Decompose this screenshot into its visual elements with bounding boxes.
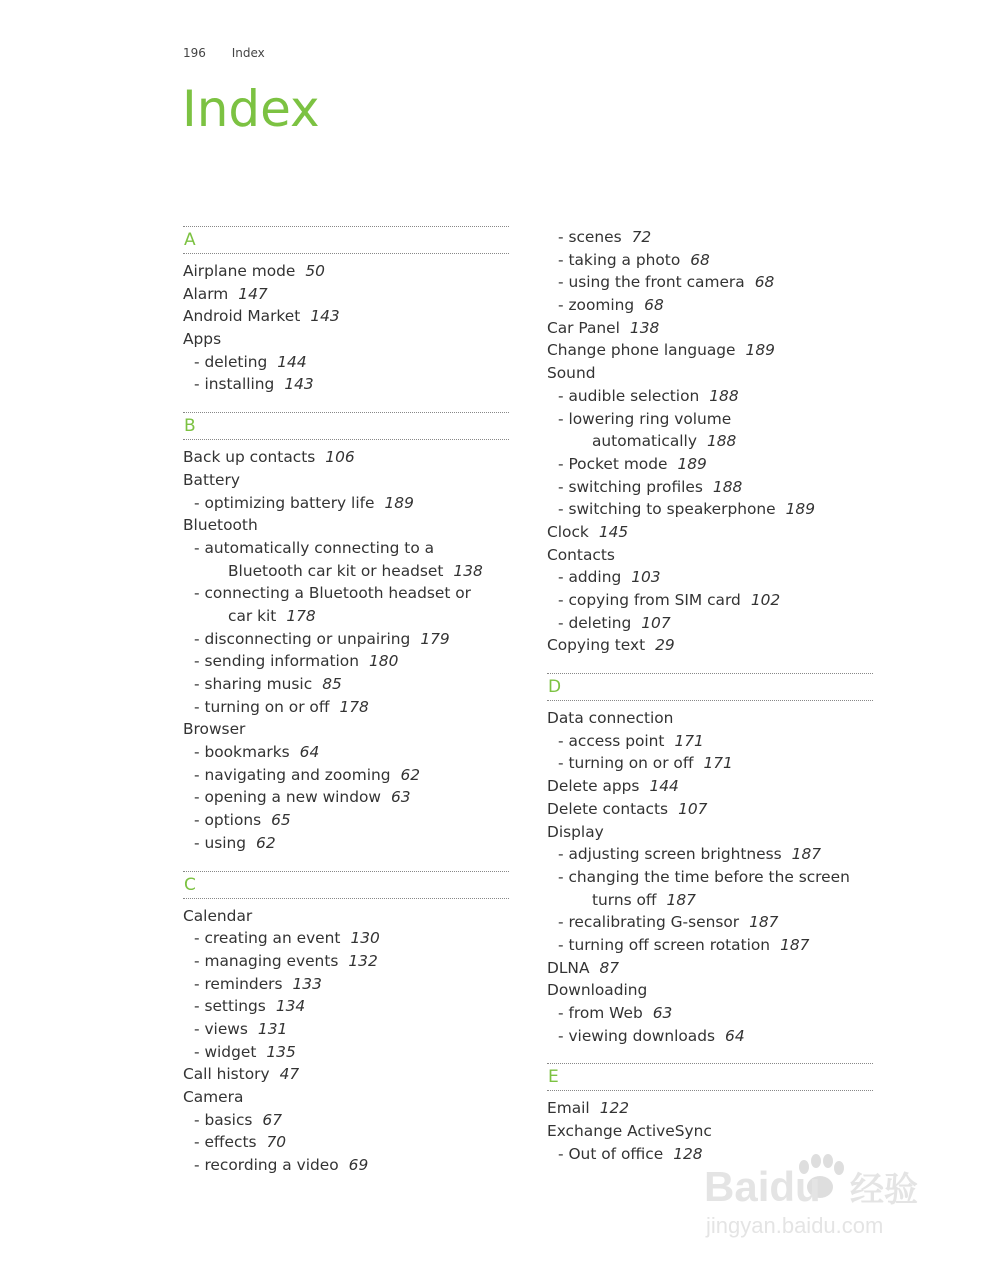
entry-term: - disconnecting or unpairing (194, 629, 411, 648)
entry-term: - creating an event (194, 929, 341, 948)
entry-page-number: 64 (725, 1026, 745, 1045)
entry-term: - sending information (194, 652, 359, 671)
index-entry-copying-from-sim-card (547, 589, 873, 612)
entry-page-number: 188 (706, 432, 737, 451)
index-entry-using-the-front-camera (547, 271, 873, 294)
index-entry-reminders (183, 973, 509, 996)
entry-term: - taking a photo (558, 250, 681, 269)
index-entry-access-point (547, 730, 873, 753)
entry-term: Bluetooth car kit or headset (228, 561, 444, 580)
entry-page-number: 62 (400, 765, 421, 784)
entry-page-number: 64 (299, 743, 320, 762)
index-entry-taking-a-photo (547, 249, 873, 272)
index-entry-airplane-mode (183, 260, 509, 283)
index-entry-out-of-office (547, 1143, 873, 1166)
section-letter-d: D (547, 673, 873, 701)
entry-term: Bluetooth (183, 516, 258, 535)
entry-term: Delete apps (547, 777, 640, 796)
entry-term: Contacts (547, 545, 615, 564)
entry-term: - Pocket mode (558, 454, 668, 473)
entry-page-number: 143 (310, 307, 340, 326)
entry-page-number: 103 (631, 568, 661, 587)
index-entry-opening-a-new-window (183, 786, 509, 809)
index-entry-dlna (547, 957, 873, 980)
entry-term: - adding (558, 568, 622, 587)
entry-page-number: 29 (655, 636, 675, 655)
entry-page-number: 68 (754, 273, 775, 292)
index-entry-adjusting-screen-brightness (547, 843, 873, 866)
index-entry-exchange-activesync (547, 1120, 873, 1143)
index-entry-options (183, 809, 509, 832)
index-entry-calendar (183, 905, 509, 928)
entry-term: - bookmarks (194, 743, 290, 762)
index-entry-copying-text (547, 634, 873, 657)
entry-page-number: 187 (749, 913, 779, 932)
entry-term: - deleting (558, 613, 632, 632)
entry-term: Apps (183, 330, 222, 349)
index-entry-deleting (547, 612, 873, 635)
entry-term: - scenes (558, 228, 622, 246)
index-entry-change-phone-language (547, 339, 873, 362)
index-entry-automatically (547, 430, 873, 453)
watermark-brand-cn: 经验 (850, 1170, 918, 1210)
index-entry-bluetooth (183, 514, 509, 537)
entry-page-number: 107 (641, 613, 671, 632)
running-header-section: Index (231, 46, 265, 60)
entry-page-number: 102 (750, 591, 781, 609)
entry-term: - sharing music (194, 675, 313, 693)
index-entry-managing-events (183, 950, 509, 973)
entry-term: Alarm (183, 284, 229, 303)
entry-term: - opening a new window (194, 788, 381, 807)
entry-page-number: 107 (678, 799, 708, 818)
entry-page-number: 133 (292, 974, 322, 993)
entry-term: - automatically connecting to a (194, 538, 435, 557)
entry-page-number: 70 (266, 1133, 287, 1152)
entry-term: - turning on or off (558, 754, 694, 773)
entry-page-number: 180 (368, 652, 399, 671)
index-entry-alarm (183, 283, 509, 306)
entry-term: Data connection (547, 709, 674, 728)
entry-term: Airplane mode (183, 262, 296, 280)
entry-term: - copying from SIM card (558, 591, 741, 609)
index-entry-optimizing-battery-life (183, 492, 509, 515)
entry-page-number: 171 (674, 731, 704, 750)
entry-page-number: 87 (599, 958, 620, 977)
entry-page-number: 189 (384, 493, 414, 512)
entry-term: Android Market (183, 307, 301, 326)
entry-term: Copying text (547, 636, 646, 655)
entry-term: car kit (228, 606, 277, 625)
entry-page-number: 72 (631, 228, 652, 246)
entry-page-number: 67 (262, 1110, 283, 1129)
section-spacer (183, 855, 509, 871)
index-entry-delete-contacts (547, 798, 873, 821)
index-entry-creating-an-event (183, 927, 509, 950)
entry-term: - adjusting screen brightness (558, 845, 782, 864)
entry-term: - basics (194, 1110, 253, 1129)
index-entry-widget (183, 1041, 509, 1064)
entry-page-number: 68 (690, 250, 710, 269)
index-entry-using (183, 832, 509, 855)
index-entry-car-kit (183, 605, 509, 628)
entry-page-number: 187 (780, 935, 810, 954)
entry-page-number: 85 (322, 675, 342, 693)
entry-term: - navigating and zooming (194, 765, 391, 784)
index-entry-turning-on-or-off (183, 696, 509, 719)
entry-term: - switching to speakerphone (558, 500, 776, 519)
entry-term: Back up contacts (183, 448, 316, 467)
entry-page-number: 147 (238, 284, 268, 303)
entry-term: - reminders (194, 974, 283, 993)
entry-page-number: 187 (666, 890, 696, 909)
entry-term: - options (194, 811, 262, 830)
index-column-left (183, 226, 509, 1177)
entry-term: - recording a video (194, 1156, 339, 1175)
index-entry-sharing-music (183, 673, 509, 696)
section-spacer (547, 657, 873, 673)
index-entry-apps (183, 328, 509, 351)
entry-term: - using the front camera (558, 273, 745, 292)
entry-term: Battery (183, 470, 240, 489)
watermark-brand: Baidu (704, 1163, 821, 1210)
entry-page-number: 178 (286, 606, 316, 625)
index-entry-pocket-mode (547, 453, 873, 476)
entry-term: Delete contacts (547, 799, 669, 818)
section-letter-e: E (547, 1063, 873, 1091)
entry-page-number: 138 (629, 318, 660, 337)
entry-term: - views (194, 1019, 248, 1038)
entry-term: - lowering ring volume (558, 409, 732, 428)
index-entry-bookmarks (183, 741, 509, 764)
entry-page-number: 145 (598, 522, 629, 541)
index-entry-basics (183, 1109, 509, 1132)
entry-term: - access point (558, 731, 665, 750)
entry-page-number: 171 (703, 754, 733, 773)
entry-page-number: 144 (277, 352, 307, 371)
index-entry-display (547, 821, 873, 844)
index-entry-browser (183, 718, 509, 741)
index-entry-turning-off-screen-rotation (547, 934, 873, 957)
index-entry-switching-profiles (547, 476, 873, 499)
entry-page-number: 132 (348, 951, 378, 970)
entry-term: Exchange ActiveSync (547, 1122, 712, 1141)
watermark-url: jingyan.baidu.com (706, 1213, 884, 1238)
entry-term: - changing the time before the screen (558, 867, 850, 886)
index-entry-installing (183, 373, 509, 396)
entry-term: - audible selection (558, 386, 700, 405)
entry-page-number: 65 (271, 811, 291, 830)
entry-term: - turning off screen rotation (558, 935, 771, 954)
index-entry-recalibrating-g-sensor (547, 911, 873, 934)
entry-term: - from Web (558, 1004, 643, 1022)
entry-term: Clock (547, 522, 589, 541)
entry-term: - managing events (194, 951, 339, 970)
entry-page-number: 188 (709, 386, 739, 405)
entry-page-number: 47 (279, 1065, 300, 1084)
index-entry-connecting-a-bluetooth-headset-or (183, 582, 509, 605)
index-entry-changing-the-time-before-the-screen (547, 866, 873, 889)
index-entry-car-panel (547, 317, 873, 340)
entry-term: - recalibrating G-sensor (558, 913, 740, 932)
index-entry-settings (183, 995, 509, 1018)
entry-page-number: 134 (275, 997, 306, 1016)
index-entry-navigating-and-zooming (183, 764, 509, 787)
entry-page-number: 62 (256, 833, 276, 852)
entry-page-number: 179 (420, 629, 450, 648)
index-entry-viewing-downloads (547, 1025, 873, 1048)
entry-page-number: 144 (649, 777, 679, 796)
section-spacer (547, 1047, 873, 1063)
index-entry-call-history (183, 1063, 509, 1086)
page-number: 196 (183, 46, 206, 60)
entry-term: - using (194, 833, 247, 852)
entry-term: Change phone language (547, 341, 736, 360)
section-letter-a: A (183, 226, 509, 254)
entry-term: - turning on or off (194, 697, 330, 716)
entry-page-number: 69 (348, 1156, 369, 1175)
entry-term: - optimizing battery life (194, 493, 375, 512)
entry-term: - connecting a Bluetooth headset or (194, 584, 472, 603)
entry-term: - deleting (194, 352, 268, 371)
paw-pad-main (807, 1176, 833, 1198)
entry-page-number: 143 (284, 375, 314, 394)
index-entry-downloading (547, 979, 873, 1002)
index-entry-lowering-ring-volume (547, 408, 873, 431)
entry-page-number: 189 (745, 341, 775, 360)
entry-page-number: 128 (673, 1144, 703, 1163)
index-entry-android-market (183, 305, 509, 328)
index-entry-battery (183, 469, 509, 492)
entry-term: DLNA (547, 958, 590, 977)
index-entry-disconnecting-or-unpairing (183, 628, 509, 651)
page-title: Index (182, 80, 320, 138)
entry-page-number: 189 (677, 454, 707, 473)
section-letter-b: B (183, 412, 509, 440)
entry-term: - effects (194, 1133, 257, 1152)
index-entry-clock (547, 521, 873, 544)
entry-term: Display (547, 822, 604, 841)
entry-term: Car Panel (547, 318, 620, 337)
entry-page-number: 187 (791, 845, 822, 864)
index-entry-switching-to-speakerphone (547, 498, 873, 521)
entry-term: - viewing downloads (558, 1026, 716, 1045)
entry-term: - switching profiles (558, 477, 703, 496)
entry-term: Camera (183, 1088, 244, 1106)
entry-page-number: 63 (652, 1004, 673, 1022)
index-entry-data-connection (547, 707, 873, 730)
index-column-right (547, 226, 873, 1165)
entry-page-number: 122 (599, 1099, 630, 1118)
index-entry-scenes (547, 226, 873, 249)
index-entry-from-web (547, 1002, 873, 1025)
index-entry-bluetooth-car-kit-or-headset (183, 560, 509, 583)
entry-term: Call history (183, 1065, 270, 1084)
entry-term: - installing (194, 375, 275, 394)
entry-page-number: 131 (257, 1019, 288, 1038)
entry-page-number: 178 (339, 697, 369, 716)
entry-page-number: 189 (785, 500, 816, 519)
entry-term: Sound (547, 364, 596, 383)
section-spacer (183, 396, 509, 412)
entry-term: turns off (592, 890, 657, 909)
entry-page-number: 130 (350, 929, 380, 948)
entry-term: - Out of office (558, 1144, 664, 1163)
entry-page-number: 188 (712, 477, 743, 496)
index-entry-email (547, 1097, 873, 1120)
index-entry-back-up-contacts (183, 446, 509, 469)
entry-page-number: 106 (325, 448, 355, 467)
index-entry-sound (547, 362, 873, 385)
entry-term: - settings (194, 997, 266, 1016)
index-entry-sending-information (183, 650, 509, 673)
index-entry-deleting (183, 351, 509, 374)
entry-term: automatically (592, 432, 697, 451)
section-letter-c: C (183, 871, 509, 899)
index-entry-camera (183, 1086, 509, 1109)
running-header (183, 46, 265, 60)
index-entry-turning-on-or-off (547, 752, 873, 775)
entry-page-number: 50 (305, 262, 325, 280)
entry-term: Email (547, 1099, 590, 1118)
index-entry-zooming (547, 294, 873, 317)
index-entry-adding (547, 566, 873, 589)
entry-term: - widget (194, 1042, 257, 1061)
entry-term: - zooming (558, 296, 635, 315)
index-entry-effects (183, 1131, 509, 1154)
entry-term: Browser (183, 720, 246, 739)
index-entry-views (183, 1018, 509, 1041)
entry-page-number: 135 (266, 1042, 296, 1061)
entry-page-number: 138 (453, 561, 483, 580)
index-entry-audible-selection (547, 385, 873, 408)
index-entry-contacts (547, 544, 873, 567)
index-entry-recording-a-video (183, 1154, 509, 1177)
entry-term: Downloading (547, 981, 648, 1000)
index-entry-turns-off (547, 889, 873, 912)
entry-page-number: 68 (644, 296, 664, 315)
entry-page-number: 63 (390, 788, 411, 807)
index-entry-automatically-connecting-to-a (183, 537, 509, 560)
index-entry-delete-apps (547, 775, 873, 798)
entry-term: Calendar (183, 906, 253, 925)
